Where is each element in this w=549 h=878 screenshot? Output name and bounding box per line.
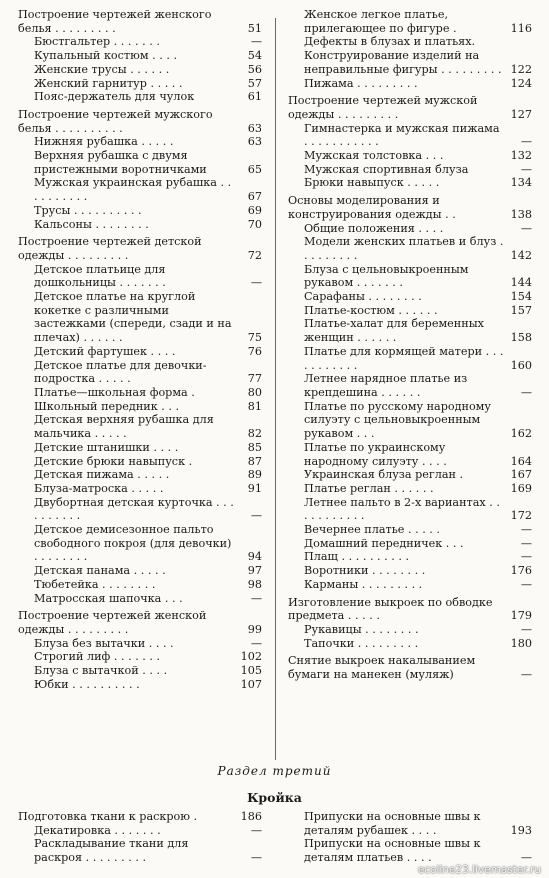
toc-page-number: — — [520, 550, 532, 564]
toc-page-number: 97 — [247, 564, 262, 578]
toc-page-number: 75 — [247, 331, 262, 345]
toc-entry-title: Платье-костюм . . . . . . — [304, 303, 438, 317]
toc-entry — [288, 317, 532, 344]
toc-page-number: 98 — [247, 577, 262, 591]
toc-entry-title: Мужская толстовка . . . — [304, 149, 444, 163]
toc-entry-title: Рукавицы . . . . . . . . — [304, 622, 419, 636]
toc-entry-title: Женский гарнитур . . . . . — [34, 76, 183, 90]
toc-page-number: 162 — [510, 427, 532, 441]
toc-page-number: 77 — [247, 372, 262, 386]
toc-entry — [288, 578, 532, 592]
toc-entry — [288, 176, 532, 190]
toc-entry-title: Построение чертежей детской одежды . . . . . . . . . — [18, 235, 202, 262]
toc-entry-title: Домашний передничек . . . — [304, 536, 464, 550]
toc-page-number: — — [250, 851, 262, 865]
toc-page-number: 169 — [510, 481, 532, 495]
toc-page-number: 154 — [510, 290, 532, 304]
toc-entry-title: Припуски на основные швы к деталям платьев . . . . — [304, 837, 481, 865]
toc-page-number: — — [250, 591, 262, 605]
toc-entry — [18, 176, 262, 203]
toc-entry — [18, 135, 262, 149]
toc-entry — [18, 523, 262, 564]
toc-page-number: 160 — [510, 358, 532, 372]
toc-page-number: 138 — [510, 207, 532, 221]
toc-entry-title: Детская пижама . . . . . — [34, 468, 170, 482]
toc-page-number: — — [520, 523, 532, 537]
toc-entry-title: Построение чертежей женской одежды . . . . . . . . . — [18, 609, 207, 636]
toc-entry — [288, 77, 532, 91]
toc-page-number: 158 — [510, 331, 532, 345]
toc-entry — [288, 564, 532, 578]
toc-entry-title: Вечернее платье . . . . . — [304, 523, 440, 537]
toc-bottom-right-list — [288, 810, 532, 865]
toc-page-number: — — [250, 35, 262, 49]
toc-entry — [18, 578, 262, 592]
toc-page-number: 87 — [247, 454, 262, 468]
toc-page-number: 70 — [247, 217, 262, 231]
toc-entry — [288, 482, 532, 496]
toc-entry-title: Детские штанишки . . . . — [34, 440, 179, 454]
toc-page-number: 63 — [247, 135, 262, 149]
part-title: Раздел третий — [217, 764, 332, 778]
toc-page-number: — — [520, 135, 532, 149]
toc-entry — [18, 564, 262, 578]
toc-page-number: 144 — [510, 276, 532, 290]
toc-entry-title: Детское платье на круглой кокетке с различными застежками (спереди, сзади и на плечах) . . . . . . — [34, 290, 232, 345]
toc-section-entry — [288, 194, 532, 221]
toc-bottom-left-list — [18, 810, 262, 865]
toc-entry-title: Воротники . . . . . . . . — [304, 564, 426, 578]
toc-entry — [288, 468, 532, 482]
toc-page-number: 80 — [247, 385, 262, 399]
toc-entry — [288, 372, 532, 399]
toc-entry-title: Построение чертежей женского белья . . . . . . . . . — [18, 8, 212, 35]
toc-entry — [288, 222, 532, 236]
toc-entry-title: Платье по русскому народному силуэту с цельновыкроенным рукавом . . . — [304, 399, 491, 441]
toc-entry — [18, 664, 262, 678]
toc-entry-title: Двубортная детская курточка . . . . . . . . . . — [34, 495, 234, 523]
toc-right-list — [288, 8, 532, 682]
toc-page-number: 99 — [247, 622, 262, 636]
toc-page-number: 176 — [510, 564, 532, 578]
toc-page-number: — — [520, 622, 532, 636]
toc-entry — [18, 400, 262, 414]
toc-entry-title: Трусы . . . . . . . . . . — [34, 203, 142, 217]
toc-entry-title: Кальсоны . . . . . . . . — [34, 217, 149, 231]
toc-entry-title: Снятие выкроек накалыванием бумаги на манекен (муляж) — [288, 654, 476, 682]
toc-section-entry — [288, 596, 532, 623]
toc-entry — [18, 204, 262, 218]
toc-entry-title: Летнее пальто в 2-х вариантах . . . . . . . . . . . — [304, 495, 500, 523]
toc-page-number: — — [520, 851, 532, 865]
toc-entry-title: Юбки . . . . . . . . . . — [34, 677, 140, 691]
toc-page-number: 81 — [247, 399, 262, 413]
toc-page-number: 54 — [247, 49, 262, 63]
toc-entry — [288, 550, 532, 564]
toc-page-number: — — [520, 221, 532, 235]
toc-page-number: — — [250, 276, 262, 290]
toc-page-number: 172 — [510, 509, 532, 523]
toc-entry-title: Матросская шапочка . . . — [34, 591, 183, 605]
toc-entry-title: Подготовка ткани к раскрою . — [18, 810, 198, 823]
toc-page-number: — — [520, 536, 532, 550]
toc-entry-title: Мужская украинская рубашка . . . . . . . . . . — [34, 176, 232, 204]
toc-page-number: 57 — [247, 76, 262, 90]
toc-entry-title: Купальный костюм . . . . — [34, 49, 178, 63]
toc-entry-title: Женское легкое платье, прилегающее по фигуре . — [304, 8, 457, 35]
toc-page-number: 107 — [240, 677, 262, 691]
toc-entry — [18, 77, 262, 91]
toc-right-column — [288, 8, 532, 682]
toc-entry-title: Тюбетейка . . . . . . . . — [34, 577, 156, 591]
toc-entry-title: Детская панама . . . . . — [34, 564, 166, 578]
toc-entry-title: Строгий лиф . . . . . . . — [34, 650, 161, 664]
toc-section-entry — [18, 108, 262, 135]
toc-section-entry — [18, 609, 262, 636]
toc-entry-title: Бюстгальтер . . . . . . . — [34, 35, 160, 49]
toc-entry — [288, 837, 532, 864]
toc-left-column — [18, 8, 262, 691]
toc-entry — [288, 537, 532, 551]
toc-entry — [18, 90, 262, 104]
toc-entry — [288, 263, 532, 290]
toc-entry — [18, 650, 262, 664]
toc-entry — [288, 290, 532, 304]
toc-page-number: 65 — [247, 162, 262, 176]
toc-entry-title: Гимнастерка и мужская пижама . . . . . . . . . . . — [304, 121, 500, 149]
toc-entry-title: Мужская спортивная блуза — [304, 162, 469, 176]
toc-entry — [18, 63, 262, 77]
toc-entry-title: Украинская блуза реглан . — [304, 468, 464, 482]
toc-entry — [288, 8, 532, 35]
toc-entry-title: Школьный передник . . . — [34, 399, 180, 413]
toc-entry — [18, 35, 262, 49]
toc-entry — [18, 482, 262, 496]
toc-entry-title: Пояс-держатель для чулок — [34, 90, 195, 104]
toc-entry — [18, 359, 262, 386]
toc-page-number: 116 — [510, 21, 532, 35]
part-name: Кройка — [247, 790, 302, 805]
toc-entry-title: Раскладывание ткани для раскроя . . . . . . . . . — [34, 837, 189, 865]
toc-section-entry — [18, 235, 262, 262]
toc-entry — [18, 149, 262, 176]
toc-bottom-right — [288, 810, 532, 865]
toc-entry-title: Пижама . . . . . . . . . — [304, 76, 418, 90]
toc-entry-title: Изготовление выкроек по обводке предмета . . . . . — [288, 595, 493, 623]
toc-entry — [18, 637, 262, 651]
toc-entry — [288, 122, 532, 149]
toc-entry-title: Декатировка . . . . . . . — [34, 823, 161, 837]
toc-entry-title: Детское демисезонное пальто свободного покроя (для девочки) . . . . . . . . — [34, 523, 232, 564]
toc-page-number: — — [520, 668, 532, 682]
column-divider — [275, 18, 276, 760]
toc-entry — [288, 149, 532, 163]
toc-page-number: 167 — [510, 468, 532, 482]
toc-entry — [288, 163, 532, 177]
toc-page-number: 85 — [247, 440, 262, 454]
toc-entry-title: Блуза без вытачки . . . . — [34, 636, 174, 650]
toc-page-number: 132 — [510, 149, 532, 163]
toc-entry-title: Модели женских платьев и блуз . . . . . . . . . — [304, 235, 504, 262]
toc-page-number: 76 — [247, 344, 262, 358]
toc-entry — [288, 810, 532, 837]
toc-page-number: 134 — [510, 176, 532, 190]
toc-entry — [18, 837, 262, 864]
toc-entry — [18, 468, 262, 482]
toc-page-number: 82 — [247, 427, 262, 441]
toc-entry — [18, 455, 262, 469]
toc-entry — [288, 400, 532, 441]
toc-page-number: 124 — [510, 76, 532, 90]
toc-entry-title: Детские брюки навыпуск . — [34, 454, 193, 468]
toc-page-number: — — [250, 636, 262, 650]
toc-page-number: 63 — [247, 121, 262, 135]
toc-page-number: 72 — [247, 248, 262, 262]
toc-entry — [18, 218, 262, 232]
toc-entry — [18, 441, 262, 455]
toc-entry-title: Плащ . . . . . . . . . . — [304, 550, 410, 564]
toc-entry — [18, 49, 262, 63]
toc-entry-title: Тапочки . . . . . . . . . — [304, 636, 419, 650]
toc-page-number: 69 — [247, 203, 262, 217]
toc-entry — [18, 290, 262, 345]
toc-page-number: — — [520, 577, 532, 591]
toc-entry-title: Платье по украинскому народному силуэту . . . . — [304, 440, 447, 468]
toc-entry — [288, 623, 532, 637]
toc-page-number: 51 — [247, 21, 262, 35]
toc-entry-title: Сарафаны . . . . . . . . — [304, 290, 422, 304]
toc-page-number: 94 — [247, 550, 262, 564]
toc-page-number: — — [250, 823, 262, 837]
toc-entry-title: Детское платьице для дошкольницы . . . . . . . — [34, 262, 166, 290]
toc-entry — [18, 824, 262, 838]
toc-section-entry — [288, 94, 532, 121]
toc-section-entry — [288, 654, 532, 681]
toc-entry-title: Детская верхняя рубашка для мальчика . . . . . — [34, 413, 214, 441]
toc-page-number: 56 — [247, 62, 262, 76]
toc-entry-title: Платье для кормящей матери . . . . . . . . . . . — [304, 344, 504, 372]
toc-page-number: 180 — [510, 636, 532, 650]
toc-entry-title: Детский фартушек . . . . — [34, 344, 176, 358]
toc-entry-title: Блуза с цельновыкроенным рукавом . . . . . . . — [304, 262, 469, 290]
toc-entry — [18, 263, 262, 290]
toc-page-number: 157 — [510, 303, 532, 317]
toc-entry — [18, 413, 262, 440]
toc-bottom-left — [18, 810, 262, 865]
toc-entry — [288, 523, 532, 537]
toc-entry-title: Платье реглан . . . . . . — [304, 481, 434, 495]
toc-entry — [288, 235, 532, 262]
toc-page-number: 89 — [247, 468, 262, 482]
toc-entry-title: Основы моделирования и конструирования одежды . . — [288, 194, 456, 221]
toc-page-number: 186 — [240, 810, 262, 823]
toc-entry-title: Платье—школьная форма . — [34, 385, 195, 399]
toc-entry — [18, 386, 262, 400]
toc-page-number: — — [250, 509, 262, 523]
toc-entry-title: Общие положения . . . . — [304, 221, 444, 235]
toc-entry — [288, 637, 532, 651]
toc-page-number: 193 — [510, 823, 532, 837]
toc-entry — [288, 496, 532, 523]
toc-section-entry — [18, 810, 262, 824]
toc-entry — [288, 441, 532, 468]
toc-entry-title: Построение чертежей мужской одежды . . . . . . . . . — [288, 94, 478, 121]
toc-entry — [18, 496, 262, 523]
toc-entry-title: Платье-халат для беременных женщин . . . . . . — [304, 317, 484, 345]
toc-page-number: 105 — [240, 664, 262, 678]
toc-page-number: 179 — [510, 609, 532, 623]
toc-page-number: 102 — [240, 650, 262, 664]
toc-page-number: 67 — [247, 190, 262, 204]
toc-entry-title: Блуза-матроска . . . . . — [34, 481, 164, 495]
toc-entry — [18, 345, 262, 359]
toc-page-number: 122 — [510, 62, 532, 76]
toc-entry-title: Летнее нарядное платье из крепдешина . . . . . . — [304, 372, 468, 399]
toc-entry-title: Дефекты в блузах и платьях. Конструирование изделий на неправильные фигуры . . . . . . . . . — [304, 35, 502, 76]
toc-page-number: 164 — [510, 454, 532, 468]
toc-entry-title: Верхняя рубашка с двумя пристежными воротничками — [34, 149, 207, 176]
toc-entry — [18, 592, 262, 606]
toc-page-number: — — [520, 162, 532, 176]
toc-page-number: 142 — [510, 248, 532, 262]
toc-entry-title: Припуски на основные швы к деталям рубашек . . . . — [304, 810, 481, 837]
toc-entry — [288, 35, 532, 76]
toc-section-entry — [18, 8, 262, 35]
toc-page-number: 91 — [247, 481, 262, 495]
toc-page-number: 127 — [510, 107, 532, 121]
toc-left-list — [18, 8, 262, 691]
toc-entry — [288, 345, 532, 372]
toc-entry-title: Построение чертежей мужского белья . . . . . . . . . . — [18, 107, 213, 135]
toc-entry-title: Брюки навыпуск . . . . . — [304, 176, 440, 190]
toc-entry-title: Нижняя рубашка . . . . . — [34, 135, 174, 149]
toc-entry-title: Детское платье для девочки-подростка . . . . . — [34, 358, 207, 386]
toc-entry-title: Женские трусы . . . . . . — [34, 62, 170, 76]
toc-entry — [288, 304, 532, 318]
toc-entry-title: Карманы . . . . . . . . . — [304, 577, 423, 591]
toc-entry — [18, 678, 262, 692]
toc-page-number: — — [520, 385, 532, 399]
toc-entry-title: Блуза с вытачкой . . . . — [34, 664, 168, 678]
toc-page-number: 61 — [247, 90, 262, 104]
watermark: ecoline23.livemaster.ru — [417, 864, 541, 876]
